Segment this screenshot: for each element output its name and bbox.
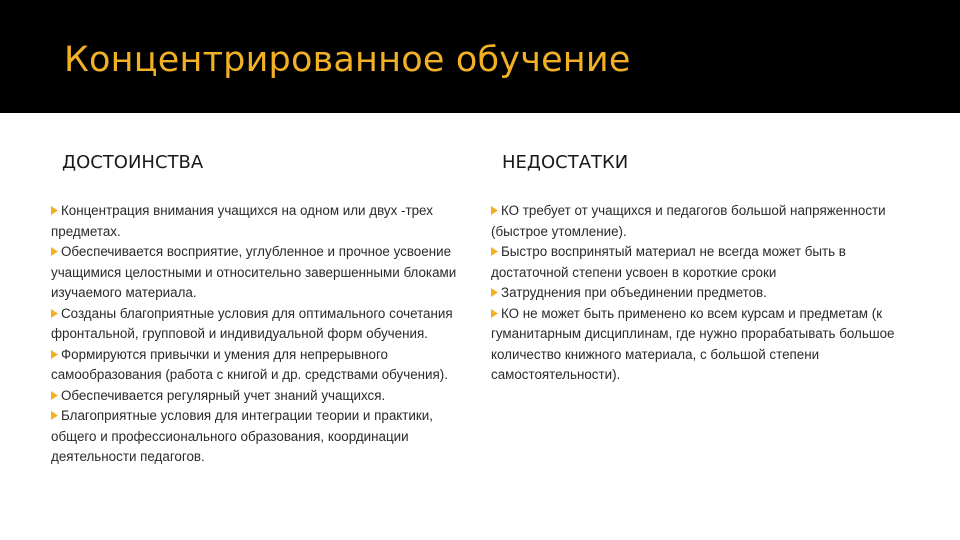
disadvantages-heading: НЕДОСТАТКИ (502, 152, 629, 173)
arrow-bullet-icon (51, 247, 58, 256)
list-item-text: Затруднения при объединении предметов. (501, 285, 767, 300)
list-item (51, 304, 471, 345)
list-item (51, 201, 471, 242)
list-item (491, 304, 909, 386)
list-item-text: Концентрация внимания учащихся на одном или двух -трех предметах. (51, 203, 433, 239)
list-item (51, 386, 471, 407)
disadvantages-list (491, 201, 909, 386)
arrow-bullet-icon (51, 350, 58, 359)
arrow-bullet-icon (491, 288, 498, 297)
list-item (51, 242, 471, 304)
advantages-list (51, 201, 471, 468)
list-item-text: Обеспечивается регулярный учет знаний учащихся. (61, 387, 386, 403)
arrow-bullet-icon (51, 309, 58, 318)
slide-title: Концентрированное обучение (64, 40, 631, 80)
list-item (491, 201, 909, 242)
list-item-text: Быстро воспринятый материал не всегда может быть в достаточной степени усвоен в короткие сроки (491, 244, 846, 280)
list-item-text: Созданы благоприятные условия для оптимального сочетания фронтальной, групповой и индивидуальной форм обучения. (51, 305, 453, 341)
arrow-bullet-icon (51, 206, 58, 215)
list-item-text: Формируются привычки и умения для непрерывного самообразования (работа с книгой и др. средствами обучения). (51, 346, 448, 382)
list-item (51, 406, 471, 468)
arrow-bullet-icon (491, 206, 498, 215)
list-item (491, 283, 909, 304)
arrow-bullet-icon (51, 411, 58, 420)
arrow-bullet-icon (491, 309, 498, 318)
list-item (491, 242, 909, 283)
list-item-text: Благоприятные условия для интеграции теории и практики, общего и профессионального образования, координации деятельности педагогов. (51, 408, 433, 464)
arrow-bullet-icon (51, 391, 58, 400)
list-item-text: Обеспечивается восприятие, углубленное и прочное усвоение учащимися целостными и относительно завершенными блоками изучаемого материала. (51, 244, 457, 300)
list-item (51, 345, 471, 386)
arrow-bullet-icon (491, 247, 498, 256)
advantages-heading: ДОСТОИНСТВА (62, 152, 204, 173)
list-item-text: КО не может быть применено ко всем курсам и предметам (к гуманитарным дисциплинам, где нужно прорабатывать большое количество книжного материала, с большой степени самостоятельности). (491, 305, 895, 382)
list-item-text: КО требует от учащихся и педагогов большой напряженности (быстрое утомление). (491, 203, 886, 239)
